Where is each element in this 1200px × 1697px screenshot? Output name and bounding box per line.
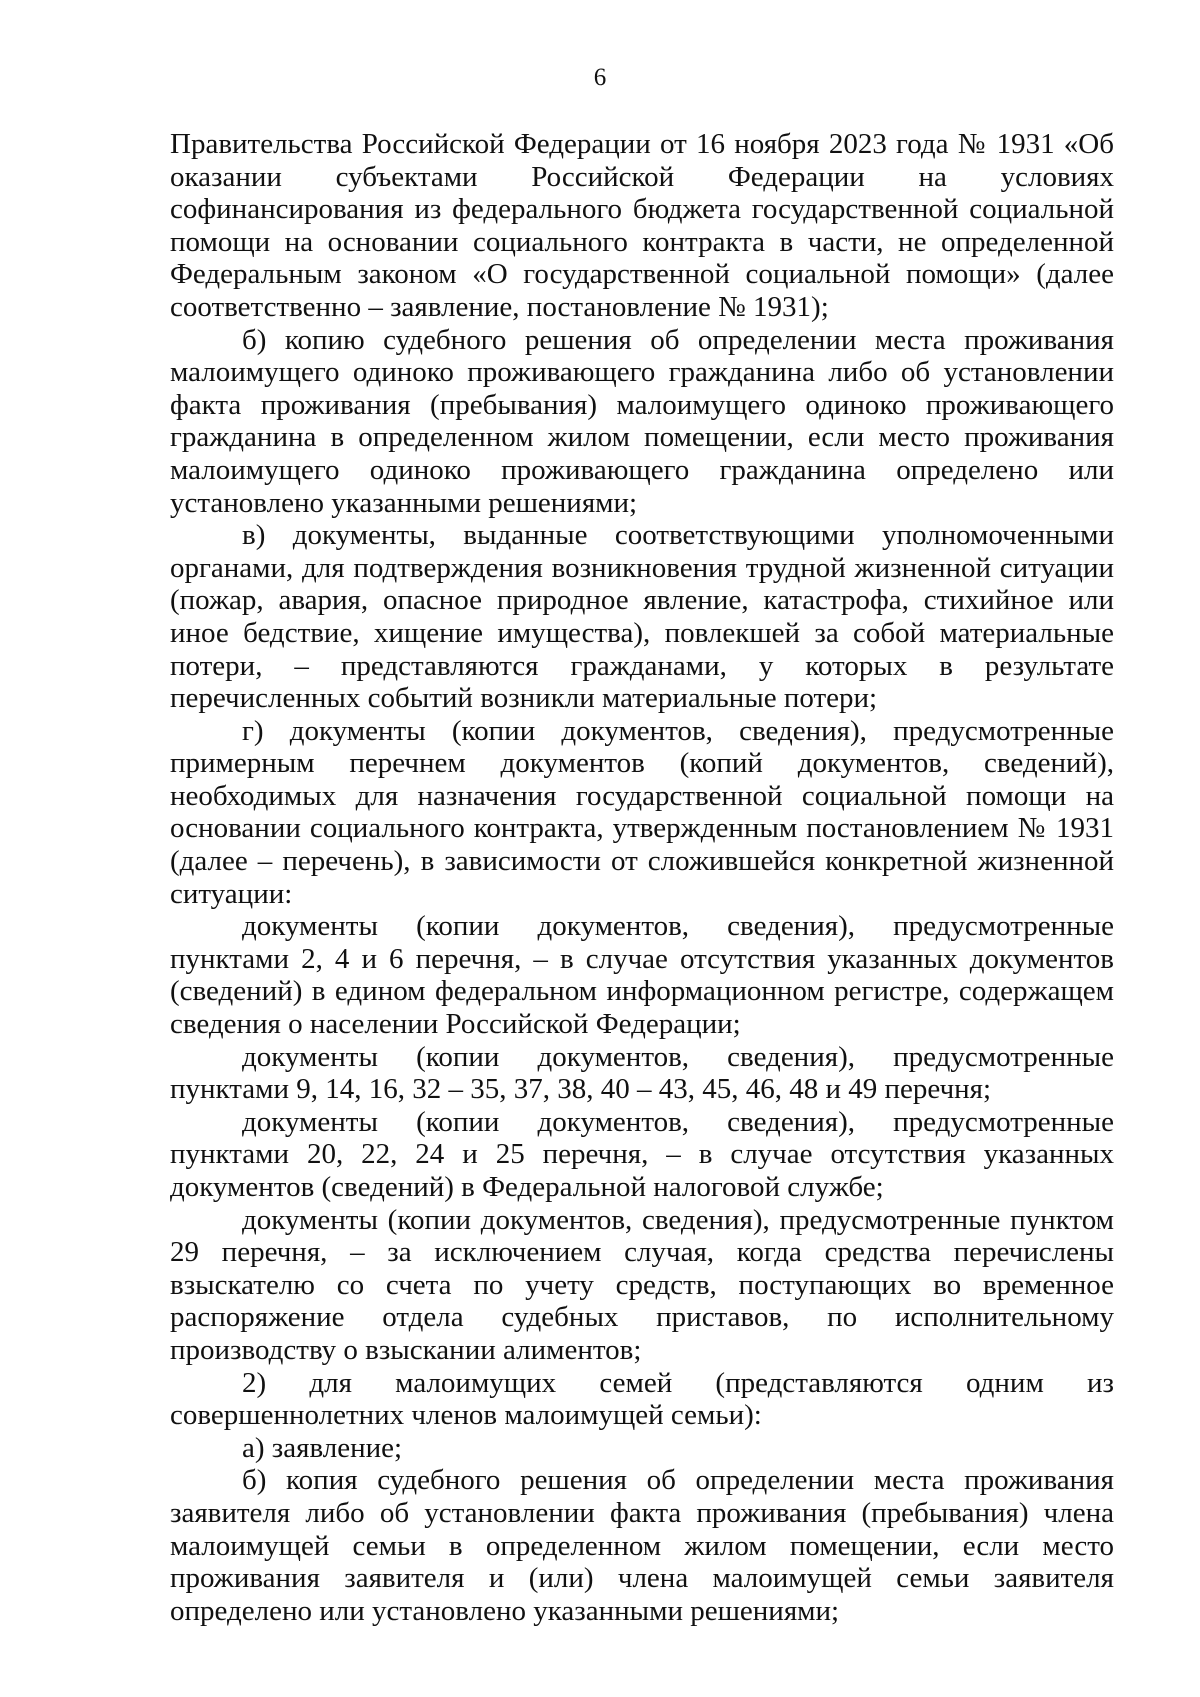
paragraph-item-b-court-decision-family: б) копия судебного решения об определении места проживания заявителя либо об установлении факта проживания (пребывания) члена малоимущей семьи в определенном жилом помещении, если место проживания заявителя и (или) члена малоимущей семьи заявителя определено или установлено указанными решениями; xyxy=(170,1464,1114,1627)
paragraph-documents-item-29: документы (копии документов, сведения), предусмотренные пунктом 29 перечня, – за исключением случая, когда средства перечислены взыскателю со счета по учету средств, поступающих во временное распоряжение отдела судебных приставов, по исполнительному производству о взыскании алиментов; xyxy=(170,1203,1114,1366)
document-body xyxy=(170,128,1114,1627)
paragraph-documents-items-2-4-6: документы (копии документов, сведения), предусмотренные пунктами 2, 4 и 6 перечня, – в случае отсутствия указанных документов (сведений) в едином федеральном информационном регистре, содержащем сведения о населении Российской Федерации; xyxy=(170,910,1114,1041)
page-number: 6 xyxy=(593,64,607,91)
paragraph-item-b-court-decision: б) копию судебного решения об определении места проживания малоимущего одиноко проживающего гражданина либо об установлении факта проживания (пребывания) малоимущего одиноко проживающего гражданина в определенном жилом помещении, если место проживания малоимущего одиноко проживающего гражданина определено или установлено указанными решениями; xyxy=(170,323,1114,519)
paragraph-item-2-low-income-families: 2) для малоимущих семей (представляются одним из совершеннолетних членов малоимущей семьи): xyxy=(170,1366,1114,1432)
paragraph-item-a-application: а) заявление; xyxy=(242,1431,403,1464)
paragraph-documents-items-9-49: документы (копии документов, сведения), предусмотренные пунктами 9, 14, 16, 32 – 35, 37, 38, 40 – 43, 45, 46, 48 и 49 перечня; xyxy=(170,1040,1114,1106)
paragraph-documents-items-20-25: документы (копии документов, сведения), предусмотренные пунктами 20, 22, 24 и 25 перечня, – в случае отсутствия указанных документов (сведений) в Федеральной налоговой службе; xyxy=(170,1105,1114,1203)
paragraph-item-g-documents-list: г) документы (копии документов, сведения), предусмотренные примерным перечнем документов (копий документов, сведений), необходимых для назначения государственной социальной помощи на основании социального контракта, утвержденным постановлением № 1931 (далее – перечень), в зависимости от сложившейся конкретной жизненной ситуации: xyxy=(170,714,1114,910)
paragraph-continuation: Правительства Российской Федерации от 16 ноября 2023 года № 1931 «Об оказании субъектами Российской Федерации на условиях софинансирования из федерального бюджета государственной социальной помощи на основании социального контракта в части, не определенной Федеральным законом «О государственной социальной помощи» (далее соответственно – заявление, постановление № 1931); xyxy=(170,128,1114,323)
paragraph-item-v-emergency-documents: в) документы, выданные соответствующими уполномоченными органами, для подтверждения возникновения трудной жизненной ситуации (пожар, авария, опасное природное явление, катастрофа, стихийное или иное бедствие, хищение имущества), повлекшей за собой материальные потери, – представляются гражданами, у которых в результате перечисленных событий возникли материальные потери; xyxy=(170,519,1114,715)
